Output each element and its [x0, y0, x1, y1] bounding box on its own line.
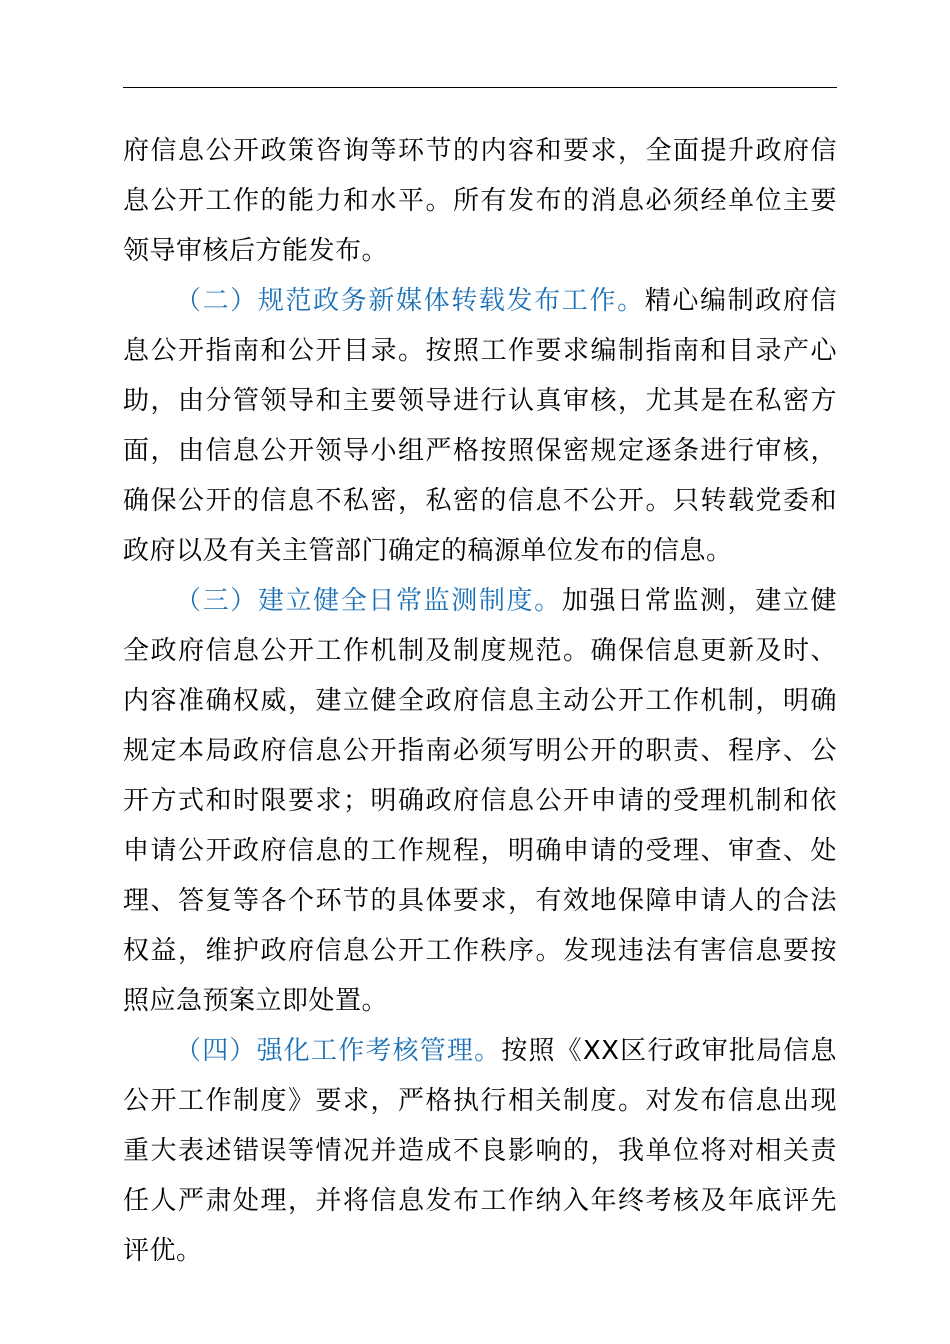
document-body — [123, 126, 837, 1276]
header-rule — [123, 87, 837, 88]
paragraph-text: 按照《XX区行政审批局信息公开工作制度》要求，严格执行相关制度。对发布信息出现重大表述错误等情况并造成不良影响的，我单位将对相关责任人严肃处理，并将信息发布工作纳入年终考核及年底评先评优。 — [123, 1036, 837, 1266]
paragraph-text: 加强日常监测，建立健全政府信息公开工作机制及制度规范。确保信息更新及时、内容准确权威，建立健全政府信息主动公开工作机制，明确规定本局政府信息公开指南必须写明公开的职责、程序、公开方式和时限要求；明确政府信息公开申请的受理机制和依申请公开政府信息的工作规程，明确申请的受理、审查、处理、答复等各个环节的具体要求，有效地保障申请人的合法权益，维护政府信息公开工作秩序。发现违法有害信息要按照应急预案立即处置。 — [123, 586, 837, 1016]
section-heading: （二）规范政务新媒体转载发布工作。 — [175, 286, 645, 316]
paragraph-section-2 — [123, 276, 837, 576]
paragraph-section-4 — [123, 1026, 837, 1276]
paragraph-text: 精心编制政府信息公开指南和公开目录。按照工作要求编制指南和目录产心助，由分管领导和主要领导进行认真审核，尤其是在私密方面，由信息公开领导小组严格按照保密规定逐条进行审核，确保公开的信息不私密，私密的信息不公开。只转载党委和政府以及有关主管部门确定的稿源单位发布的信息。 — [123, 286, 837, 566]
paragraph-section-3 — [123, 576, 837, 1026]
section-heading: （三）建立健全日常监测制度。 — [175, 586, 562, 616]
paragraph-text: 府信息公开政策咨询等环节的内容和要求，全面提升政府信息公开工作的能力和水平。所有发布的消息必须经单位主要领导审核后方能发布。 — [123, 136, 837, 266]
paragraph-continuation — [123, 126, 837, 276]
section-heading: （四）强化工作考核管理。 — [175, 1036, 502, 1066]
